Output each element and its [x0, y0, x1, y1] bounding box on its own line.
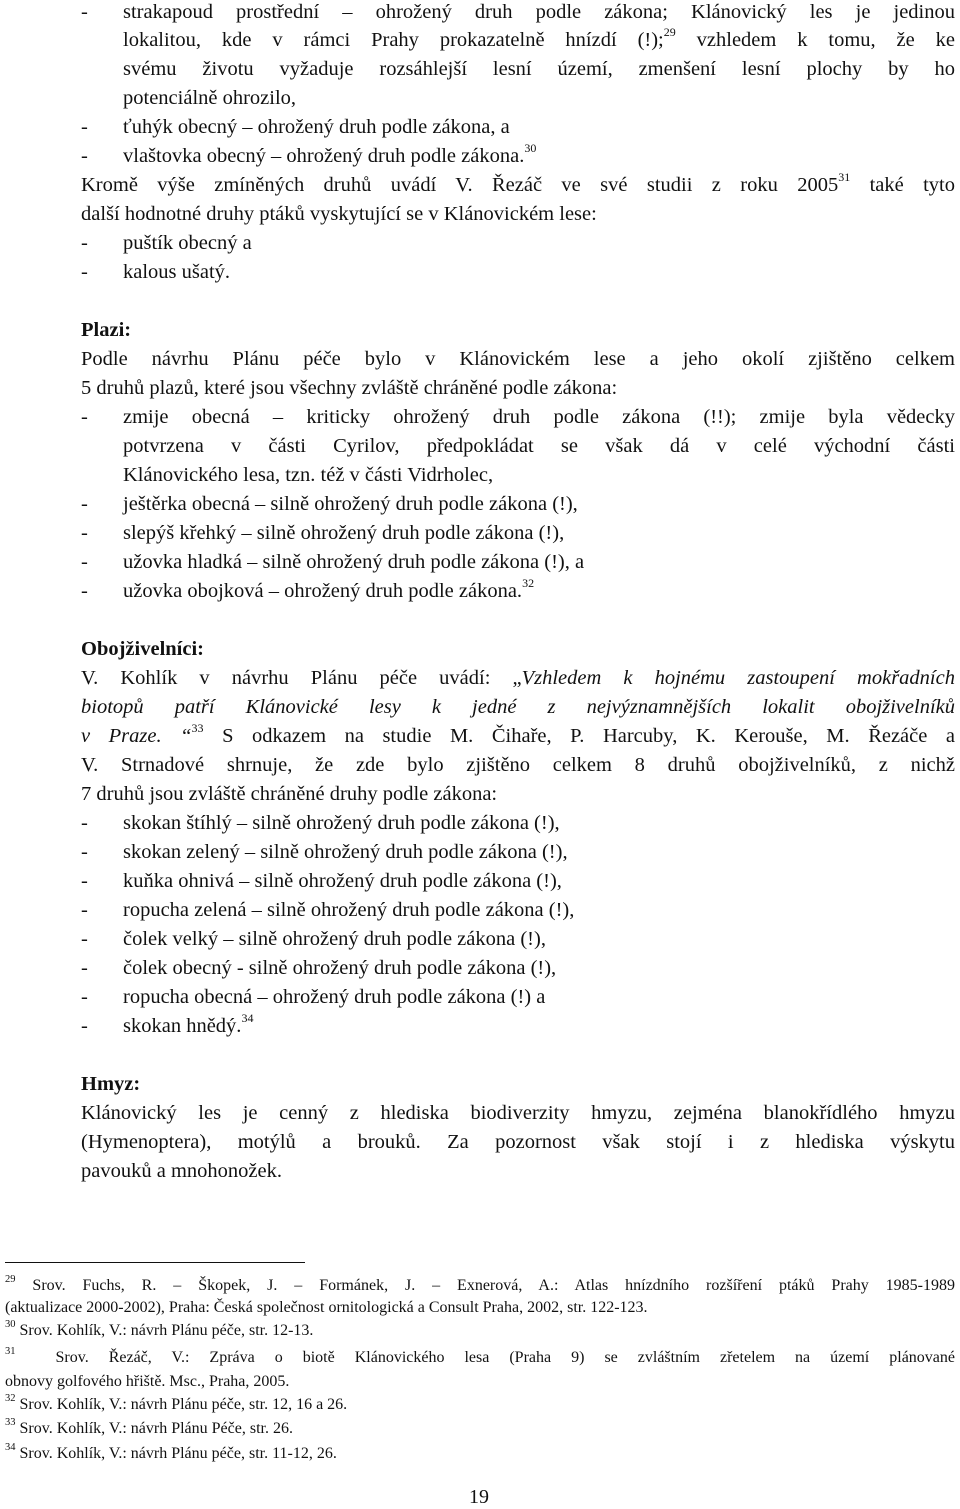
- footnote-ref[interactable]: 33: [191, 721, 204, 736]
- list-item: užovka obojková – ohrožený druh podle zákona.$^{32}$: [123, 576, 535, 602]
- list-item: ťuhýk obecný – ohrožený druh podle zákona, a: [123, 116, 510, 138]
- list-item: zmije obecná – kriticky ohrožený druh podle zákona (!!); zmije byla vědecky: [123, 406, 955, 428]
- paragraph-line: Kromě výše zmíněných druhů uvádí V. Řezáč ve své studii z roku 2005$^{31}$ také tyto: [81, 170, 955, 196]
- list-dash: -: [81, 928, 88, 950]
- footnote-ref[interactable]: 30: [524, 141, 537, 156]
- footnote-30: $^{30}$ Srov. Kohlík, V.: návrh Plánu péče, str. 12-13.: [5, 1318, 314, 1339]
- paragraph-line: Podle návrhu Plánu péče bylo v Klánovickém lese a jeho okolí zjištěno celkem: [81, 348, 955, 370]
- list-item: ropucha obecná – ohrožený druh podle zákona (!) a: [123, 986, 546, 1008]
- list-dash: -: [81, 899, 88, 921]
- footnote-ref[interactable]: 32: [522, 576, 535, 591]
- footnote-33: $^{33}$ Srov. Kohlík, V.: návrh Plánu Péče, str. 26.: [5, 1416, 293, 1437]
- paragraph-line: potenciálně ohrozilo,: [123, 87, 297, 109]
- list-dash: -: [81, 870, 88, 892]
- list-dash: -: [81, 232, 88, 254]
- paragraph-line: (Hymenoptera), motýlů a brouků. Za pozornost však stojí i z hlediska výskytu: [81, 1131, 955, 1153]
- list-dash: -: [81, 406, 88, 428]
- footnote-34: $^{34}$ Srov. Kohlík, V.: návrh Plánu péče, str. 11-12, 26.: [5, 1441, 337, 1462]
- paragraph-line: biotopů patří Klánovické lesy k jedné z nejvýznamnějších lokalit obojživelníků: [81, 696, 955, 718]
- paragraph-line: V. Kohlík v návrhu Plánu péče uvádí: „Vzhledem k hojnému zastoupení mokřadních: [81, 667, 955, 689]
- list-item: kalous ušatý.: [123, 261, 231, 283]
- paragraph-line: lokalitou, kde v rámci Prahy prokazatelně hnízdí (!);$^{29}$ vzhledem k tomu, že ke: [123, 25, 955, 51]
- list-item-continuation: Klánovického lesa, tzn. též v části Vidrholec,: [123, 464, 494, 486]
- list-dash: -: [81, 145, 88, 167]
- list-item: čolek obecný - silně ohrožený druh podle zákona (!),: [123, 957, 557, 979]
- section-heading-plazi: Plazi:: [81, 319, 132, 341]
- footnote-32: $^{32}$ Srov. Kohlík, V.: návrh Plánu péče, str. 12, 16 a 26.: [5, 1392, 348, 1413]
- footnote-ref[interactable]: 34: [241, 1011, 254, 1026]
- paragraph-line: v Praze. “$^{33}$ S odkazem na studie M. Čihaře, P. Harcuby, K. Kerouše, M. Řezáče a: [81, 721, 955, 747]
- list-dash: -: [81, 522, 88, 544]
- list-dash: -: [81, 812, 88, 834]
- paragraph-line: Klánovický les je cenný z hlediska biodiverzity hmyzu, zejména blanokřídlého hmyzu: [81, 1102, 955, 1124]
- list-item: ještěrka obecná – silně ohrožený druh podle zákona (!),: [123, 493, 578, 515]
- footnote-29-continuation: (aktualizace 2000-2002), Praha: Česká společnost ornitologická a Consult Praha, 2002, str. 122-123.: [5, 1299, 648, 1316]
- list-dash: -: [81, 957, 88, 979]
- footnote-29: $^{29}$ Srov. Fuchs, R. – Škopek, J. – Formánek, J. – Exnerová, A.: Atlas hnízdního rozšíření ptáků Prahy 1985-1989: [5, 1273, 955, 1294]
- list-item: kuňka ohnivá – silně ohrožený druh podle zákona (!),: [123, 870, 562, 892]
- footnote-ref[interactable]: 29: [663, 25, 676, 40]
- paragraph-line: 7 druhů jsou zvláště chráněné druhy podle zákona:: [81, 783, 498, 805]
- paragraph-line: strakapoud prostřední – ohrožený druh podle zákona; Klánovický les je jedinou: [123, 1, 955, 23]
- list-item: užovka hladká – silně ohrožený druh podle zákona (!), a: [123, 551, 585, 573]
- paragraph-line: další hodnotné druhy ptáků vyskytující se v Klánovickém lese:: [81, 203, 597, 225]
- list-item: skokan zelený – silně ohrožený druh podle zákona (!),: [123, 841, 568, 863]
- paragraph-line: svému životu vyžaduje rozsáhlejší lesní území, zmenšení lesní plochy by ho: [123, 58, 955, 80]
- footnote-31: $^{31}$ Srov. Řezáč, V.: Zpráva o biotě Klánovického lesa (Praha 9) se zvláštním zřetelem na území plánované: [5, 1345, 956, 1366]
- list-item: vlaštovka obecný – ohrožený druh podle zákona.$^{30}$: [123, 141, 537, 167]
- list-item: ropucha zelená – silně ohrožený druh podle zákona (!),: [123, 899, 575, 921]
- paragraph-line: pavouků a mnohonožek.: [81, 1160, 282, 1182]
- footnote-31-continuation: obnovy golfového hřiště. Msc., Praha, 2005.: [5, 1373, 290, 1390]
- list-item: slepýš křehký – silně ohrožený druh podle zákona (!),: [123, 522, 565, 544]
- page-number: 19: [469, 1486, 489, 1508]
- list-dash: -: [81, 1015, 88, 1037]
- list-dash: -: [81, 841, 88, 863]
- list-dash: -: [81, 493, 88, 515]
- list-dash: -: [81, 116, 88, 138]
- paragraph-line: V. Strnadové shrnuje, že zde bylo zjištěno celkem 8 druhů obojživelníků, z nichž: [81, 754, 955, 776]
- list-item: skokan štíhlý – silně ohrožený druh podle zákona (!),: [123, 812, 560, 834]
- footnote-separator: [5, 1262, 305, 1263]
- list-dash: -: [81, 986, 88, 1008]
- list-item-continuation: potvrzena v části Cyrilov, předpokládat se však dá v celé východní části: [123, 435, 955, 457]
- section-heading-hmyz: Hmyz:: [81, 1073, 141, 1095]
- list-dash: -: [81, 1, 88, 23]
- section-heading-obojzivelnici: Obojživelníci:: [81, 638, 204, 660]
- list-dash: -: [81, 551, 88, 573]
- paragraph-line: 5 druhů plazů, které jsou všechny zvláště chráněné podle zákona:: [81, 377, 618, 399]
- list-item: puštík obecný a: [123, 232, 252, 254]
- list-dash: -: [81, 261, 88, 283]
- list-item: skokan hnědý.$^{34}$: [123, 1011, 254, 1037]
- list-dash: -: [81, 580, 88, 602]
- footnote-ref[interactable]: 31: [838, 170, 851, 185]
- list-item: čolek velký – silně ohrožený druh podle zákona (!),: [123, 928, 546, 950]
